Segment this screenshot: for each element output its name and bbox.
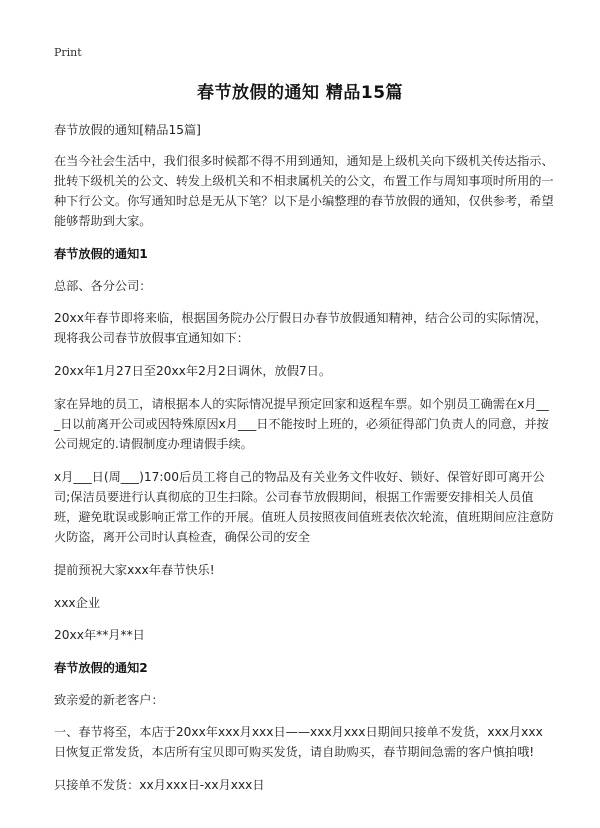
- section1-date: 20xx年**月**日: [54, 628, 145, 642]
- section2-greeting: 致亲爱的新老客户：: [54, 693, 164, 707]
- intro-paragraph: 在当今社会生活中，我们很多时候都不得不用到通知，通知是上级机关向下级机关传达指示、批转下级机关的公文、转发上级机关和不相隶属机关的公文，布置工作与周知事项时所用的一种下行公文。你写通知时总是无从下笔？以下是小编整理的春节放假的通知，仅供参考，希望能够帮助到大家。: [54, 154, 554, 228]
- section1-paragraph-2: 20xx年1月27日至20xx年2月2日调休，放假7日。: [54, 364, 332, 378]
- section-heading-1: 春节放假的通知1: [54, 247, 148, 261]
- page-title: 春节放假的通知 精品15篇: [196, 83, 404, 103]
- section1-greeting: 总部、各分公司：: [54, 279, 152, 293]
- section1-paragraph-3: 家在异地的员工，请根据本人的实际情况提早预定回家和返程车票。如个别员工确需在x月___日以前离开公司或因特殊原因x月___日不能按时上班的，必须征得部门负责人的同意，并按公司规定的.请假制度办理请假手续。: [54, 397, 549, 451]
- section1-paragraph-5: 提前预祝大家xxx年春节快乐!: [54, 563, 215, 577]
- section1-paragraph-1: 20xx年春节即将来临，根据国务院办公厅假日办春节放假通知精神，结合公司的实际情况，现将我公司春节放假事宜通知如下：: [54, 311, 548, 345]
- section1-paragraph-4: x月___日(周___)17:00后员工将自己的物品及有关业务文件收好、锁好、保管好即可离开公司;保洁员要进行认真彻底的卫生扫除。公司春节放假期间，根据工作需要安排相关人员值班，避免耽误或影响正常工作的开展。值班人员按照夜间值班表依次轮流，值班期间应注意防火防盗，离开公司时认真检查，确保公司的安全: [54, 470, 554, 544]
- section-heading-2: 春节放假的通知2: [54, 661, 148, 675]
- section2-paragraph-2: 只接单不发货：xx月xxx日-xx月xxx日: [54, 778, 265, 792]
- document-subtitle: 春节放假的通知[精品15篇]: [54, 123, 201, 137]
- section1-signature: xxx企业: [54, 596, 101, 610]
- section2-paragraph-1: 一、春节将至，本店于20xx年xxx月xxx日——xxx月xxx日期间只接单不发货，xxx月xxx日恢复正常发货，本店所有宝贝即可购买发货，请自助购买，春节期间急需的客户慎拍哦!: [54, 725, 543, 759]
- document-body: [54, 120, 554, 808]
- print-label: Print: [54, 46, 82, 59]
